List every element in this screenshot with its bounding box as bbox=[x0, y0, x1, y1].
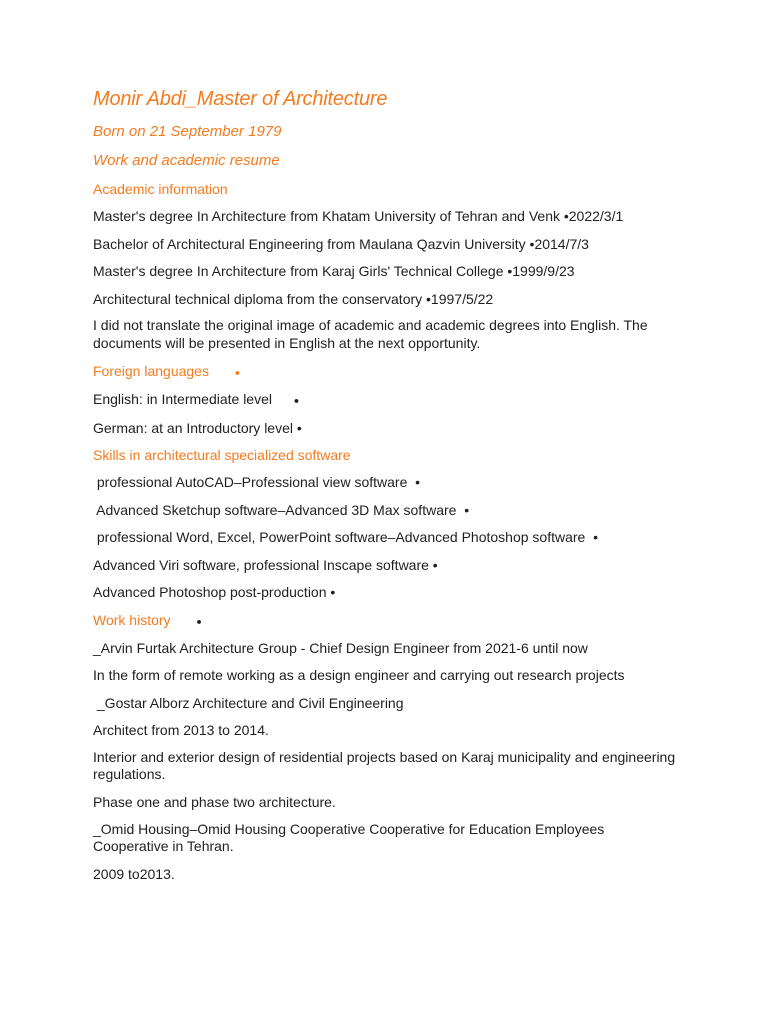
skills-heading: Skills in architectural specialized software bbox=[93, 447, 351, 464]
work-entry: In the form of remote working as a design engineer and carrying out research projects bbox=[93, 667, 625, 684]
language-english: English: in Intermediate level bbox=[93, 390, 272, 407]
work-entry: 2009 to2013. bbox=[93, 866, 175, 883]
skill-item: Advanced Photoshop post-production • bbox=[93, 584, 336, 601]
resume-subtitle: Work and academic resume bbox=[93, 152, 280, 169]
work-bullet-icon: ● bbox=[196, 615, 202, 626]
language-german: German: at an Introductory level • bbox=[93, 419, 302, 436]
birth-date: Born on 21 September 1979 bbox=[93, 123, 282, 140]
work-entry: _Arvin Furtak Architecture Group - Chief Design Engineer from 2021-6 until now bbox=[93, 639, 588, 656]
work-heading-row bbox=[93, 611, 683, 630]
academic-item: Bachelor of Architectural Engineering from Maulana Qazvin University •2014/7/3 bbox=[93, 235, 589, 252]
languages-bullet-icon: ● bbox=[234, 366, 241, 377]
work-entry: Architect from 2013 to 2014. bbox=[93, 722, 269, 739]
english-bullet-icon: ● bbox=[293, 395, 300, 406]
work-entry: _Gostar Alborz Architecture and Civil Engineering bbox=[93, 694, 404, 711]
skill-item: Advanced Viri software, professional Inscape software • bbox=[93, 556, 438, 573]
languages-heading-row bbox=[93, 362, 683, 381]
academic-note: I did not translate the original image of academic and academic degrees into English. The documents will be presented in English at the next opportunity. bbox=[93, 317, 648, 351]
skill-item: professional Word, Excel, PowerPoint software–Advanced Photoshop software • bbox=[93, 529, 599, 546]
skill-item: Advanced Sketchup software–Advanced 3D Max software • bbox=[93, 501, 470, 518]
resume-name-title: Monir Abdi_Master of Architecture bbox=[93, 88, 388, 110]
work-entry: Phase one and phase two architecture. bbox=[93, 794, 336, 811]
languages-heading: Foreign languages bbox=[93, 362, 209, 379]
work-heading: Work history bbox=[93, 611, 171, 628]
academic-item: Architectural technical diploma from the conservatory •1997/5/22 bbox=[93, 290, 494, 307]
academic-heading: Academic information bbox=[93, 181, 228, 197]
work-entry: _Omid Housing–Omid Housing Cooperative Cooperative for Education Employees Cooperative in Tehran. bbox=[93, 820, 605, 855]
resume-content bbox=[93, 86, 683, 893]
work-entry: Interior and exterior design of residential projects based on Karaj municipality and engineering regulations. bbox=[93, 748, 676, 783]
language-english-row bbox=[93, 390, 683, 409]
academic-item: Master's degree In Architecture from Karaj Girls' Technical College •1999/9/23 bbox=[93, 263, 575, 279]
academic-item: Master's degree In Architecture from Khatam University of Tehran and Venk •2022/3/1 bbox=[93, 208, 624, 224]
skill-item: professional AutoCAD–Professional view software • bbox=[93, 474, 421, 491]
